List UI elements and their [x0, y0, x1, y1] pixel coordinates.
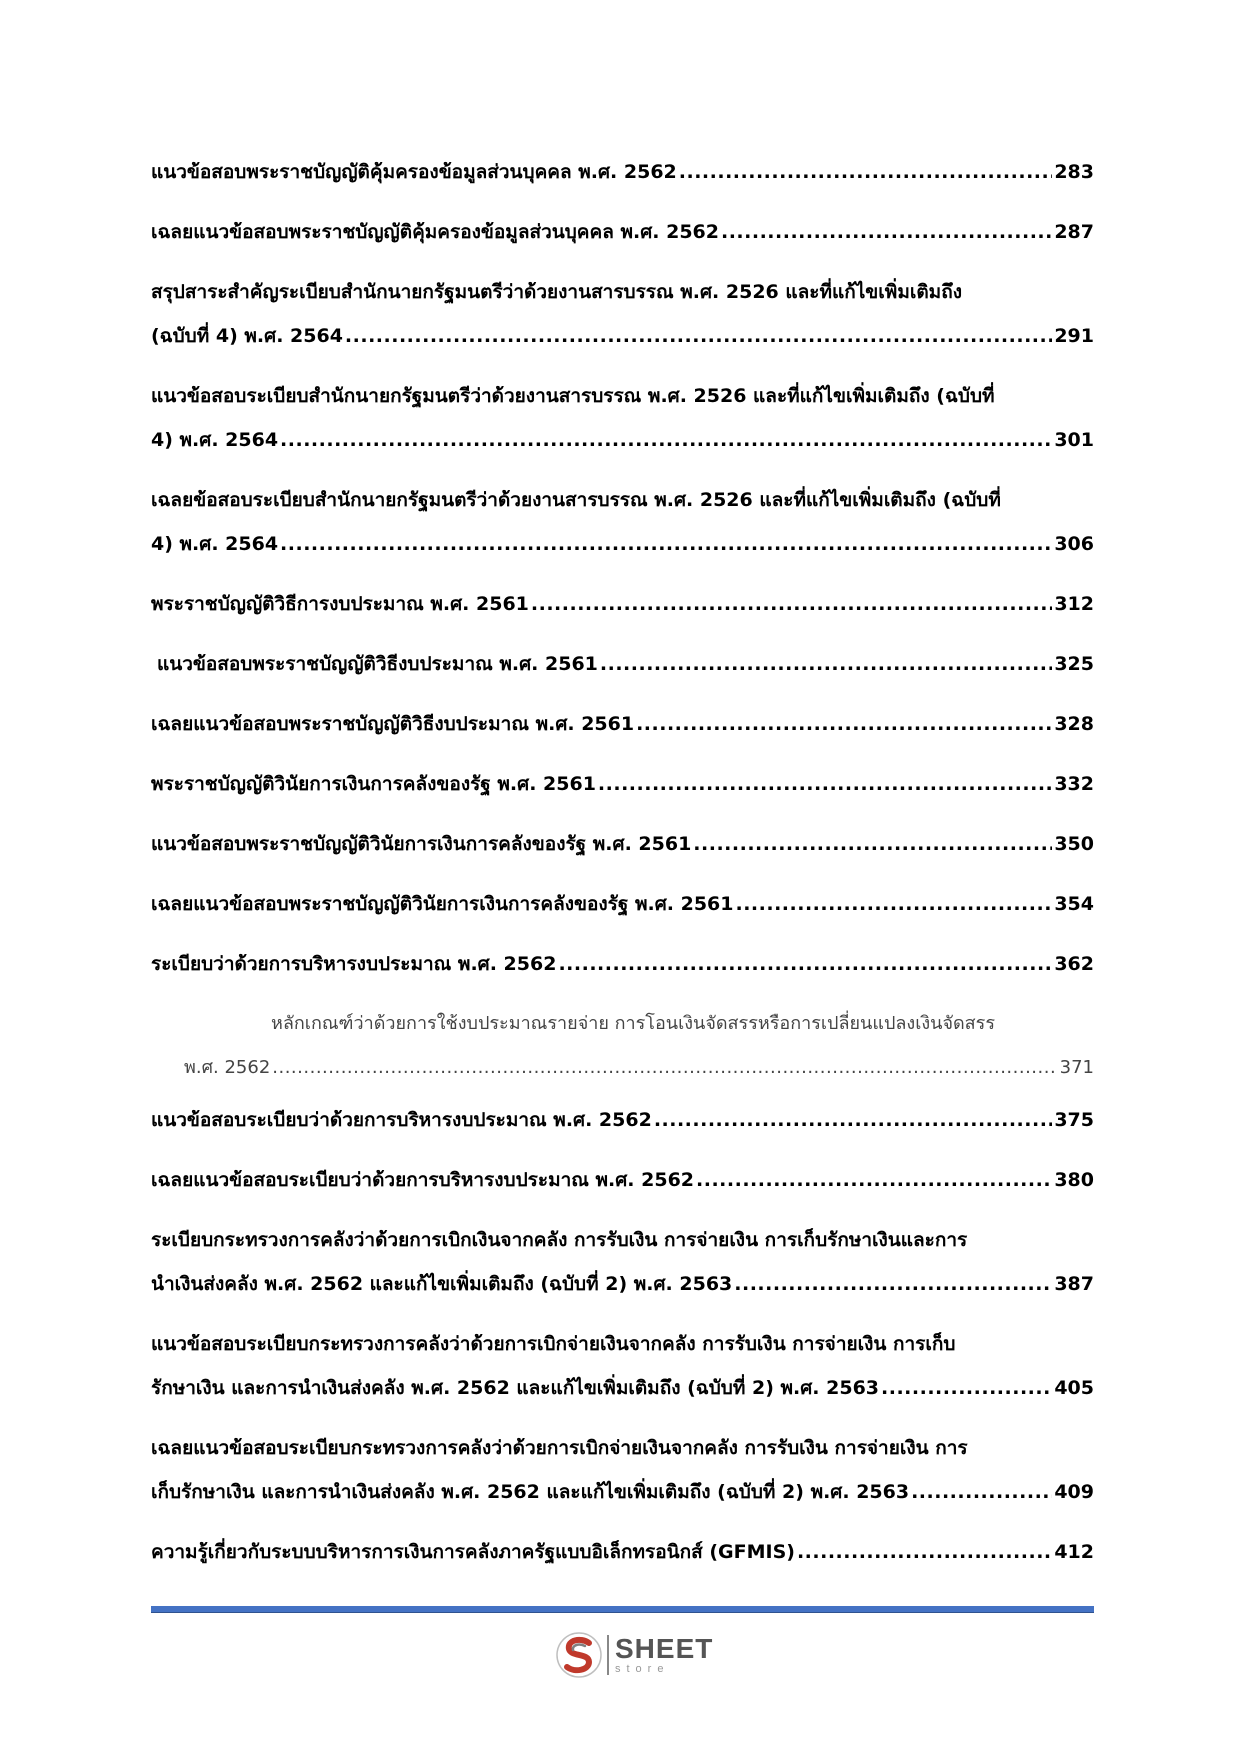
toc-entry-title-line1: เฉลยแนวข้อสอบระเบียบกระทรวงการคลังว่าด้วยการเบิกจ่ายเงินจากคลัง การรับเงิน การจ่ายเงิน การ [151, 1437, 968, 1459]
toc-leader-dots [696, 1158, 1052, 1202]
toc-entry-page: 350 [1054, 833, 1094, 855]
toc-leader-dots [679, 150, 1053, 194]
toc-entry-page: 409 [1054, 1481, 1094, 1503]
toc-entry-title: เฉลยแนวข้อสอบระเบียบว่าด้วยการบริหารงบประมาณ พ.ศ. 2562 [151, 1169, 695, 1191]
toc-leader-dots [734, 1262, 1052, 1306]
toc-entry[interactable] [151, 1322, 1094, 1410]
toc-entry-title: แนวข้อสอบพระราชบัญญัติคุ้มครองข้อมูลส่วนบุคคล พ.ศ. 2562 [151, 161, 677, 183]
toc-entry-title-line1: ระเบียบกระทรวงการคลังว่าด้วยการเบิกเงินจากคลัง การรับเงิน การจ่ายเงิน การเก็บรักษาเงินและการ [151, 1229, 968, 1251]
toc-entry[interactable] [151, 1098, 1094, 1142]
toc-entry[interactable] [151, 478, 1094, 566]
toc-entry[interactable] [151, 1426, 1094, 1514]
toc-entry-title: 4) พ.ศ. 2564 [151, 429, 279, 451]
toc-entry[interactable] [151, 702, 1094, 746]
toc-entry-page: 291 [1054, 325, 1094, 347]
toc-leader-dots [531, 582, 1052, 626]
toc-entry-page: 306 [1054, 533, 1094, 555]
table-of-contents [151, 150, 1094, 1590]
toc-entry-page: 405 [1054, 1377, 1094, 1399]
toc-leader-dots [636, 702, 1052, 746]
toc-entry-page: 332 [1054, 773, 1094, 795]
toc-entry-page: 362 [1054, 953, 1094, 975]
sheet-store-logo [555, 1627, 713, 1683]
toc-entry-page: 371 [1059, 1057, 1094, 1078]
toc-entry-title: แนวข้อสอบพระราชบัญญัติวิธีงบประมาณ พ.ศ. 2561 [157, 653, 598, 675]
footer-divider [151, 1606, 1094, 1613]
toc-entry-page: 387 [1054, 1273, 1094, 1295]
logo-brand-text: SHEET [615, 1633, 714, 1664]
toc-entry[interactable] [151, 762, 1094, 806]
toc-entry-page: 287 [1054, 221, 1094, 243]
toc-entry-page: 325 [1054, 653, 1094, 675]
toc-entry-title: ความรู้เกี่ยวกับระบบบริหารการเงินการคลังภาครัฐแบบอิเล็กทรอนิกส์ (GFMIS) [151, 1541, 795, 1563]
toc-leader-dots [558, 942, 1052, 986]
toc-entry[interactable] [151, 1218, 1094, 1306]
toc-leader-dots [721, 210, 1052, 254]
toc-entry[interactable] [151, 1158, 1094, 1202]
toc-entry[interactable] [151, 942, 1094, 986]
toc-entry[interactable] [151, 642, 1094, 686]
toc-leader-dots [280, 418, 1052, 462]
toc-entry-page: 354 [1054, 893, 1094, 915]
toc-entry-page: 301 [1054, 429, 1094, 451]
toc-leader-dots [600, 642, 1052, 686]
toc-entry-page: 412 [1054, 1541, 1094, 1563]
toc-leader-dots [272, 1046, 1057, 1090]
toc-entry-title: แนวข้อสอบระเบียบว่าด้วยการบริหารงบประมาณ พ.ศ. 2562 [151, 1109, 652, 1131]
toc-leader-dots [693, 822, 1052, 866]
toc-entry[interactable] [151, 270, 1094, 358]
sheet-store-logo-icon [555, 1631, 603, 1679]
logo-sub-text: store [615, 1663, 670, 1675]
logo-separator [607, 1635, 609, 1675]
toc-leader-dots [736, 882, 1053, 926]
toc-entry-page: 283 [1054, 161, 1094, 183]
toc-entry-page: 375 [1054, 1109, 1094, 1131]
toc-entry-page: 328 [1054, 713, 1094, 735]
toc-entry-title-line1: แนวข้อสอบระเบียบกระทรวงการคลังว่าด้วยการเบิกจ่ายเงินจากคลัง การรับเงิน การจ่ายเงิน การเก็บ [151, 1333, 956, 1355]
toc-entry-title: เฉลยแนวข้อสอบพระราชบัญญัติวินัยการเงินการคลังของรัฐ พ.ศ. 2561 [151, 893, 734, 915]
toc-leader-dots [345, 314, 1052, 358]
toc-leader-dots [654, 1098, 1053, 1142]
toc-entry-title: นำเงินส่งคลัง พ.ศ. 2562 และแก้ไขเพิ่มเติมถึง (ฉบับที่ 2) พ.ศ. 2563 [151, 1273, 733, 1295]
toc-entry[interactable] [151, 150, 1094, 194]
toc-entry-title-line1: แนวข้อสอบระเบียบสำนักนายกรัฐมนตรีว่าด้วยงานสารบรรณ พ.ศ. 2526 และที่แก้ไขเพิ่มเติมถึง (ฉบับที่ [151, 385, 995, 407]
toc-entry-title: เฉลยแนวข้อสอบพระราชบัญญัติคุ้มครองข้อมูลส่วนบุคคล พ.ศ. 2562 [151, 221, 719, 243]
toc-leader-dots [280, 522, 1052, 566]
toc-entry[interactable] [151, 374, 1094, 462]
toc-entry-title-line1: หลักเกณฑ์ว่าด้วยการใช้งบประมาณรายจ่าย การโอนเงินจัดสรรหรือการเปลี่ยนแปลงเงินจัดสรร [271, 1013, 996, 1034]
toc-entry[interactable] [151, 822, 1094, 866]
toc-entry-title: แนวข้อสอบพระราชบัญญัติวินัยการเงินการคลังของรัฐ พ.ศ. 2561 [151, 833, 692, 855]
toc-entry-title: พ.ศ. 2562 [184, 1057, 271, 1078]
toc-entry[interactable] [151, 582, 1094, 626]
toc-entry-title: รักษาเงิน และการนำเงินส่งคลัง พ.ศ. 2562 และแก้ไขเพิ่มเติมถึง (ฉบับที่ 2) พ.ศ. 2563 [151, 1377, 880, 1399]
toc-entry[interactable] [151, 882, 1094, 926]
toc-entry-title: พระราชบัญญัติวินัยการเงินการคลังของรัฐ พ.ศ. 2561 [151, 773, 596, 795]
toc-entry-title-line1: สรุปสาระสำคัญระเบียบสำนักนายกรัฐมนตรีว่าด้วยงานสารบรรณ พ.ศ. 2526 และที่แก้ไขเพิ่มเติมถึง [151, 281, 962, 303]
toc-entry-title: เฉลยแนวข้อสอบพระราชบัญญัติวิธีงบประมาณ พ.ศ. 2561 [151, 713, 635, 735]
toc-entry[interactable] [151, 1530, 1094, 1574]
toc-entry-page: 312 [1054, 593, 1094, 615]
toc-entry-title: (ฉบับที่ 4) พ.ศ. 2564 [151, 325, 343, 347]
toc-entry-title: ระเบียบว่าด้วยการบริหารงบประมาณ พ.ศ. 2562 [151, 953, 557, 975]
toc-subentry[interactable] [151, 1002, 1094, 1090]
toc-leader-dots [797, 1530, 1052, 1574]
toc-leader-dots [881, 1366, 1052, 1410]
toc-entry-title: พระราชบัญญัติวิธีการงบประมาณ พ.ศ. 2561 [151, 593, 529, 615]
toc-leader-dots [911, 1470, 1052, 1514]
toc-entry-page: 380 [1054, 1169, 1094, 1191]
toc-entry[interactable] [151, 210, 1094, 254]
toc-entry-title: เก็บรักษาเงิน และการนำเงินส่งคลัง พ.ศ. 2562 และแก้ไขเพิ่มเติมถึง (ฉบับที่ 2) พ.ศ. 2563 [151, 1481, 910, 1503]
toc-leader-dots [598, 762, 1052, 806]
toc-entry-title: 4) พ.ศ. 2564 [151, 533, 279, 555]
toc-entry-title-line1: เฉลยข้อสอบระเบียบสำนักนายกรัฐมนตรีว่าด้วยงานสารบรรณ พ.ศ. 2526 และที่แก้ไขเพิ่มเติมถึง (ฉบับที่ [151, 489, 1001, 511]
